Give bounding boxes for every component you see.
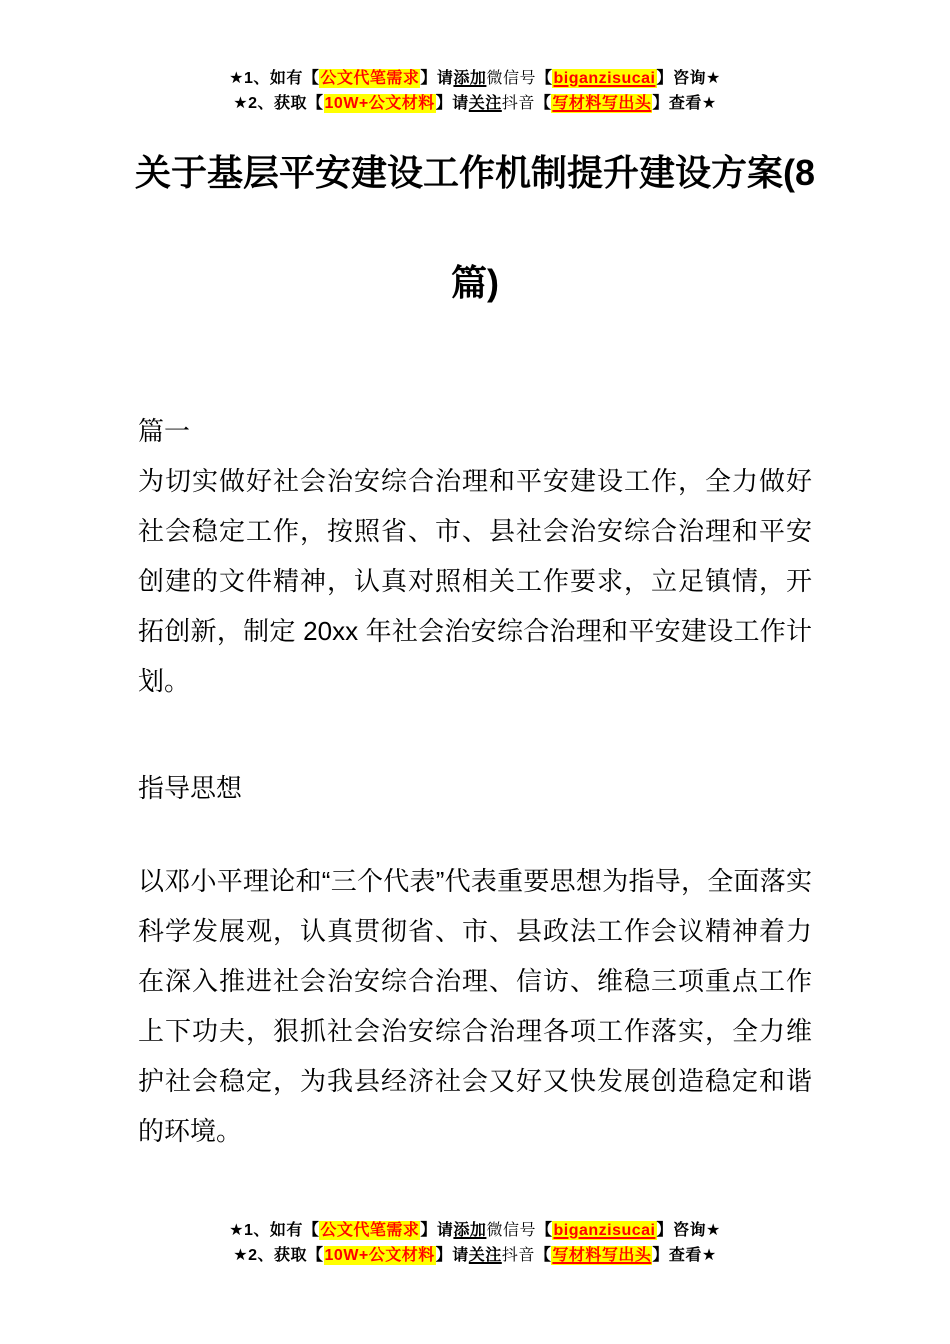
promo-text-run: 抖音 — [501, 1247, 535, 1264]
promo-text-run: 】查看★ — [652, 1247, 717, 1264]
paragraph-1: 为切实做好社会治安综合治理和平安建设工作，全力做好社会稳定工作，按照省、市、县社会治安综合治理和平安创建的文件精神，认真对照相关工作要求，立足镇情，开拓创新，制定 20xx 年社会治安综合治理和平安建设工作计划。 — [138, 466, 812, 696]
promo-highlight-run: biganzisucai — [553, 1222, 656, 1239]
promo-text-run: ★2、获取【 — [233, 1247, 324, 1264]
promo-text-run: ★1、如有【 — [229, 1222, 320, 1239]
promo-text-run: 【 — [535, 1222, 553, 1239]
promo-text-run: 关注 — [468, 95, 502, 112]
promo-text-run: 】咨询★ — [656, 1222, 721, 1239]
promo-line-2 — [0, 91, 950, 116]
document-body — [138, 406, 812, 1156]
promo-text-run: 】请 — [420, 70, 454, 87]
promo-text-run: 抖音 — [501, 95, 535, 112]
promo-text-run: 】请 — [435, 95, 469, 112]
promo-highlight-run: 写材料写出头 — [552, 1247, 652, 1264]
promo-text-run: ★2、获取【 — [233, 95, 324, 112]
promo-highlight-run: 公文代笔需求 — [320, 1222, 420, 1239]
promo-highlight-run: 公文代笔需求 — [320, 70, 420, 87]
promo-text-run: ★1、如有【 — [229, 70, 320, 87]
promo-text-run: 【 — [534, 95, 552, 112]
promo-highlight-run: biganzisucai — [553, 70, 656, 87]
promo-highlight-run: 10W+公文材料 — [324, 95, 435, 112]
paragraph-2: 以邓小平理论和“三个代表”代表重要思想为指导，全面落实科学发展观，认真贯彻省、市、县政法工作会议精神着力在深入推进社会治安综合治理、信访、维稳三项重点工作上下功夫，狠抓社会治安综合治理各项工作落实，全力维护社会稳定，为我县经济社会又好又快发展创造稳定和谐的环境。 — [138, 866, 812, 1146]
section-heading: 指导思想 — [138, 773, 243, 803]
promo-text-run: 微信号 — [486, 1222, 536, 1239]
promo-banner-bottom — [0, 1218, 950, 1268]
promo-text-run: 【 — [535, 70, 553, 87]
promo-highlight-run: 10W+公文材料 — [324, 1247, 435, 1264]
promo-text-run: 添加 — [453, 1222, 487, 1239]
promo-banner-top — [0, 0, 950, 116]
promo-text-run: 关注 — [468, 1247, 502, 1264]
promo-line-2 — [0, 1243, 950, 1268]
promo-text-run: 】请 — [435, 1247, 469, 1264]
promo-text-run: 添加 — [453, 70, 487, 87]
promo-text-run: 】请 — [420, 1222, 454, 1239]
document-title: 关于基层平安建设工作机制提升建设方案(8篇) — [134, 152, 815, 303]
promo-text-run: 【 — [534, 1247, 552, 1264]
promo-text-run: 微信号 — [486, 70, 536, 87]
promo-line-1 — [0, 66, 950, 91]
promo-text-run: 】查看★ — [652, 95, 717, 112]
part-label: 篇一 — [138, 416, 191, 446]
promo-text-run: 】咨询★ — [656, 70, 721, 87]
promo-line-1 — [0, 1218, 950, 1243]
promo-highlight-run: 写材料写出头 — [552, 95, 652, 112]
